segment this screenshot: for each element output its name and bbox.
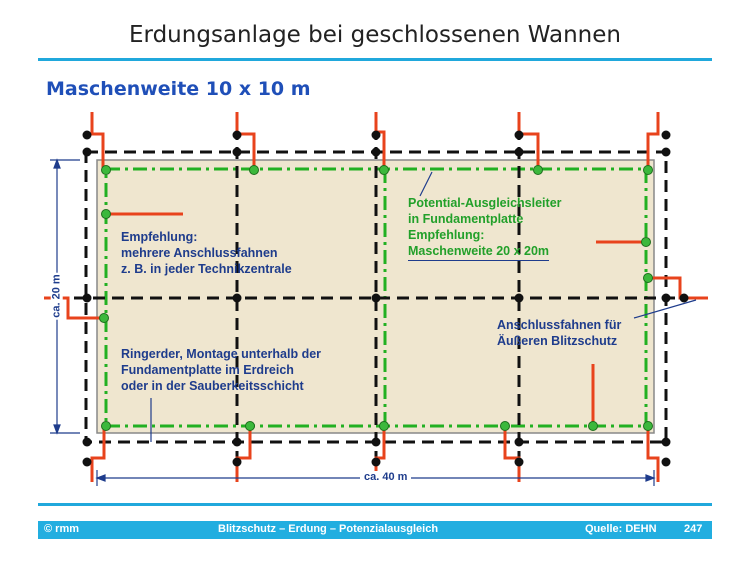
ring-electrode-label-line1: Ringerder, Montage unterhalb der <box>121 347 322 361</box>
ring-electrode-label-line3: oder in der Sauberkeitsschicht <box>121 379 304 393</box>
footer-topic: Blitzschutz – Erdung – Potenzialausgleich <box>218 523 439 535</box>
equipotential-label-line2: in Fundamentplatte <box>408 212 524 226</box>
footer-bar <box>38 521 712 539</box>
footer-source: Quelle: DEHN <box>585 523 657 535</box>
footer-page-number: 247 <box>684 523 703 535</box>
equipotential-label-line3: Empfehlung: <box>408 228 485 242</box>
ring-electrode-label-line2: Fundamentplatte im Erdreich <box>121 363 294 377</box>
slide-subtitle: Maschenweite 10 x 10 m <box>46 78 311 100</box>
equipotential-label-line4: Maschenweite 20 x 20m <box>408 244 549 261</box>
lightning-terminal-label-line1: Anschlussfahnen für <box>497 318 622 332</box>
footer-rule <box>38 503 712 506</box>
equipotential-label-line1: Potential-Ausgleichsleiter <box>408 196 562 210</box>
slide-title: Erdungsanlage bei geschlossenen Wannen <box>129 22 621 48</box>
width-dimension-label: ca. 40 m <box>360 471 411 483</box>
recommendation-label-heading: Empfehlung: <box>121 230 198 244</box>
recommendation-label-line2: mehrere Anschlussfahnen <box>121 246 278 260</box>
footer-copyright: © rmm <box>44 523 80 535</box>
lightning-terminal-label-line2: Äußeren Blitzschutz <box>497 334 618 348</box>
recommendation-label-line3: z. B. in jeder Technikzentrale <box>121 262 292 276</box>
height-dimension-label: ca. 20 m <box>50 274 63 318</box>
